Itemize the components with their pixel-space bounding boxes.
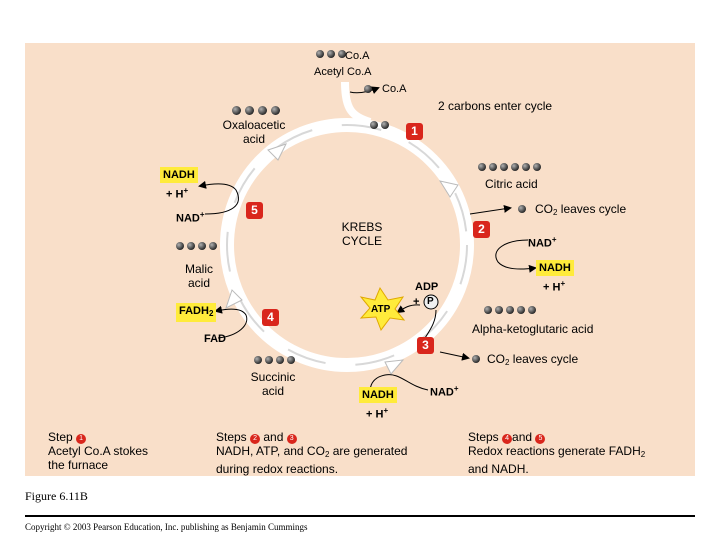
step-1-badge: 1 xyxy=(406,123,423,140)
citric-label: Citric acid xyxy=(485,177,538,191)
nad-label-5: NAD+ xyxy=(176,210,205,225)
nadh-box-5: NADH xyxy=(160,167,198,183)
caption-steps-4-5: Steps 4 and 5 Redox reactions generate $FADH_2$ and NADH. xyxy=(468,430,646,476)
hplus-label-3: + H+ xyxy=(366,406,389,421)
malic-molecule xyxy=(176,242,220,250)
acetyl-coa-label: Acetyl Co.A xyxy=(314,66,372,78)
alpha-ketoglutaric-label: Alpha-ketoglutaric acid xyxy=(472,322,594,336)
hplus-label-5: + H+ xyxy=(166,186,189,201)
copyright-text: Copyright © 2003 Pearson Education, Inc. publishing as Benjamin Cummings xyxy=(25,522,308,532)
two-carbon-unit xyxy=(370,121,392,129)
coa-molecule xyxy=(364,85,375,93)
step-5-badge: 5 xyxy=(246,202,263,219)
malic-label: Malic acid xyxy=(184,262,213,290)
nad-label-2: NAD+ xyxy=(528,235,557,250)
adp-label: ADP xyxy=(415,281,439,293)
cycle-arrowhead xyxy=(385,360,403,374)
two-carbons-label: 2 carbons enter cycle xyxy=(438,99,553,113)
oxaloacetic-molecule xyxy=(232,106,284,115)
co2-leaves-label-1: $CO_2$ leaves cycle xyxy=(535,202,627,217)
succinic-molecule xyxy=(254,356,298,364)
co2-arrow-2 xyxy=(440,352,468,358)
nadh-box-3: NADH xyxy=(359,387,397,403)
nad-label-3: NAD+ xyxy=(430,384,459,399)
co2-molecule-2 xyxy=(472,355,483,363)
co2-leaves-label-2: $CO_2$ leaves cycle xyxy=(487,352,579,367)
phosphate-label: P xyxy=(427,296,434,307)
fad-label: FAD xyxy=(204,333,226,345)
co2-arrow-1 xyxy=(470,208,510,214)
fadh2-box: $FADH_2$ xyxy=(176,303,216,322)
nadh-box-2: NADH xyxy=(536,260,574,276)
coa-top-label: Co.A xyxy=(345,50,370,62)
caption-step-1: Step 1 Acetyl Co.A stokes the furnace xyxy=(48,430,149,472)
figure-label: Figure 6.11B xyxy=(25,489,88,503)
atp-label: ATP xyxy=(371,304,391,315)
alpha-ketoglutaric-molecule xyxy=(484,306,539,314)
plus-label: + xyxy=(413,296,420,308)
co2-molecule-1 xyxy=(518,205,529,213)
citric-molecule xyxy=(478,163,544,171)
step-4-badge: 4 xyxy=(262,309,279,326)
succinic-label: Succinic acid xyxy=(250,370,296,398)
coa-release-label: Co.A xyxy=(382,83,407,95)
step-2-badge: 2 xyxy=(473,221,490,238)
step-3-badge: 3 xyxy=(417,337,434,354)
oxaloacetic-label: Oxaloacetic acid xyxy=(222,118,286,146)
hplus-label-2: + H+ xyxy=(543,279,566,294)
divider-line xyxy=(25,515,695,517)
krebs-cycle-label: KREBS CYCLE xyxy=(341,220,383,248)
caption-steps-2-3: Steps 2 and 3 NADH, ATP, and $CO_2$ are generated during redox reactions. xyxy=(216,430,408,476)
